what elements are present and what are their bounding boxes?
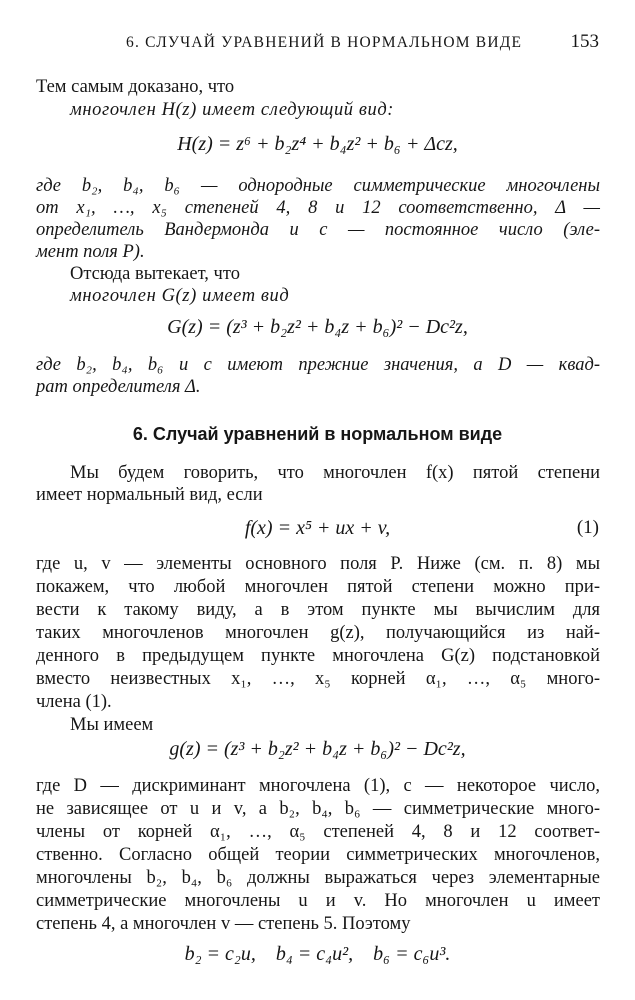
formula-normal-form: f(x) = x⁵ + ux + v, bbox=[244, 517, 391, 539]
text-line: вместо неизвестных x₁, …, x₅ корней α₁, …, α₅ много- bbox=[36, 669, 600, 689]
text-line: где u, v — элементы основного поля P. Ниже (см. п. 8) мы bbox=[36, 554, 600, 574]
text-line: Отсюда вытекает, что bbox=[70, 264, 240, 284]
formula-h: H(z) = z⁶ + b₂z⁴ + b₄z² + b₆ + Δcz, bbox=[177, 133, 458, 155]
theorem-line: определитель Вандермонда и c — постоянное число (эле- bbox=[36, 220, 600, 240]
theorem-line: многочлен H(z) имеет следующий вид: bbox=[70, 100, 395, 120]
theorem-line: где b₂, b₄, b₆ — однородные симметрические многочлены bbox=[36, 176, 600, 196]
text-line: имеет нормальный вид, если bbox=[36, 485, 263, 505]
theorem-line: где b₂, b₄, b₆ и c имеют прежние значения, а D — квад- bbox=[36, 355, 600, 375]
theorem-line: многочлен G(z) имеет вид bbox=[70, 286, 290, 306]
text-line: денного в предыдущем пункте многочлена G(z) подстановкой bbox=[36, 646, 600, 666]
text-line: многочлены b₂, b₄, b₆ должны выражаться через элементарные bbox=[36, 868, 600, 888]
theorem-line: мент поля P). bbox=[36, 242, 145, 262]
text-line: ственно. Согласно общей теории симметрических многочленов, bbox=[36, 845, 600, 865]
text-line: Мы имеем bbox=[70, 715, 154, 735]
text-line: не зависящее от u и v, а b₂, b₄, b₆ — симметрические много- bbox=[36, 799, 600, 819]
section-heading: 6. Случай уравнений в нормальном виде bbox=[132, 424, 503, 444]
text-line: где D — дискриминант многочлена (1), c — некоторое число, bbox=[36, 776, 600, 796]
running-header: 6. СЛУЧАЙ УРАВНЕНИЙ В НОРМАЛЬНОМ ВИДЕ bbox=[126, 34, 523, 51]
page-number: 153 bbox=[570, 31, 599, 52]
formula-coefficients: b₂ = c₂u, b₄ = c₄u², b₆ = c₆u³. bbox=[184, 943, 451, 965]
formula-g-general: G(z) = (z³ + b₂z² + b₄z + b₆)² − Dc²z, bbox=[167, 316, 468, 338]
text-line: таких многочленов многочлен g(z), получающийся из най- bbox=[36, 623, 600, 643]
theorem-line: рат определителя Δ. bbox=[36, 377, 201, 397]
text-line: симметрические многочлены u и v. Но многочлен u имеет bbox=[36, 891, 600, 911]
equation-number: (1) bbox=[576, 517, 599, 538]
text-line: Мы будем говорить, что многочлен f(x) пятой степени bbox=[70, 463, 600, 483]
theorem-line: от x₁, …, x₅ степеней 4, 8 и 12 соответственно, Δ — bbox=[36, 198, 600, 218]
text-line: члена (1). bbox=[36, 692, 112, 712]
text-line: Тем самым доказано, что bbox=[36, 77, 235, 97]
text-line: вести к такому виду, а в этом пункте мы вычислим для bbox=[36, 600, 600, 620]
text-line: покажем, что любой многочлен пятой степени можно при- bbox=[36, 577, 600, 597]
formula-g-specific: g(z) = (z³ + b₂z² + b₄z + b₆)² − Dc²z, bbox=[169, 738, 466, 760]
text-line: члены от корней α₁, …, α₅ степеней 4, 8 и 12 соответ- bbox=[36, 822, 600, 842]
text-line: степень 4, а многочлен v — степень 5. Поэтому bbox=[36, 914, 411, 934]
